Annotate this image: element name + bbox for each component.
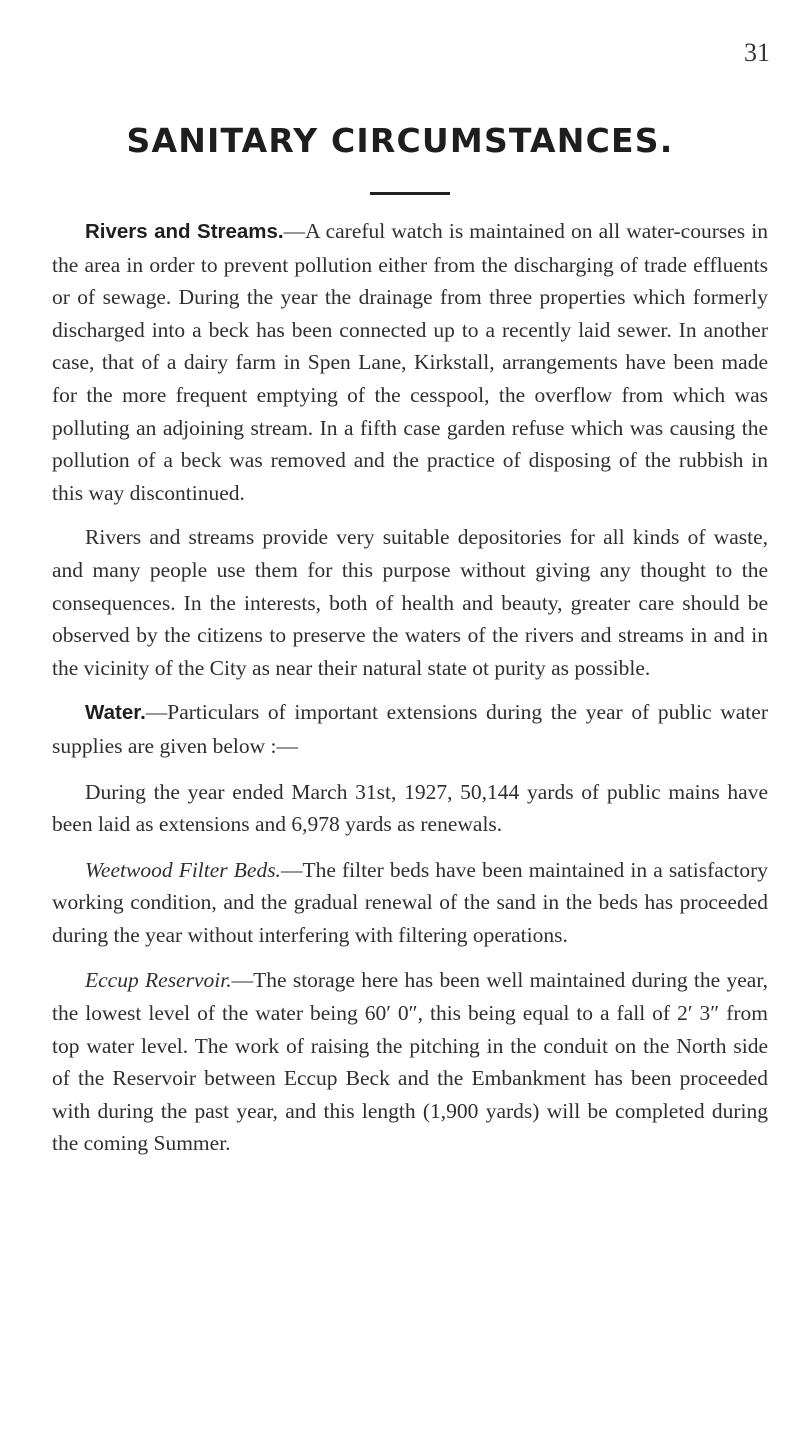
paragraph-rivers-and-streams	[52, 215, 768, 509]
paragraph-text: Rivers and streams provide very suitable depositories for all kinds of waste, and many people use them for this purpose without giving any thought to the consequences. In the interests, both of health and beauty, greater care should be observed by the citizens to preserve the waters of the rivers and streams in and in the vicinity of the City as near their natural state ot purity as possible.	[52, 525, 768, 680]
page-title: SANITARY CIRCUMSTANCES.	[126, 121, 674, 160]
paragraph-water-mains	[52, 776, 768, 841]
paragraph-text: —The filter beds have been maintained in a satisfactory working condition, and the gradual renewal of the sand in the beds has proceeded during the year without interfering with filtering operations.	[52, 857, 768, 947]
title-divider	[370, 192, 450, 195]
paragraph-text: —The storage here has been well maintained during the year, the lowest level of the water being 60′ 0″, this being equal to a fall of 2′ 3″ from top water level. The work of raising the pitching in the conduit on the North side of the Reservoir between Eccup Beck and the Embankment has been proceeded with during the past year, and this length (1,900 yards) will be completed during the coming Summer.	[52, 968, 769, 1156]
paragraph-text: During the year ended March 31st, 1927, 50,144 yards of public mains have been laid as extensions and 6,978 yards as renewals.	[52, 779, 768, 837]
paragraph-rivers-depositories	[52, 521, 768, 684]
paragraph-text: —Particulars of important extensions during the year of public water supplies are given below :—	[52, 700, 768, 758]
paragraph-heading: Weetwood Filter Beds.	[85, 857, 281, 882]
paragraph-heading: Eccup Reservoir.	[85, 968, 232, 993]
paragraph-weetwood-filter-beds	[52, 854, 768, 952]
page-number: 31	[744, 38, 770, 67]
paragraph-eccup-reservoir	[52, 964, 768, 1160]
body-text	[52, 215, 768, 1160]
paragraph-heading: Water.	[85, 701, 146, 725]
paragraph-water	[52, 696, 768, 762]
paragraph-heading: Rivers and Streams.	[85, 220, 284, 243]
paragraph-text: —A careful watch is maintained on all water-courses in the area in order to prevent pollution either from the discharging of trade effluents or of sewage. During the year the drainage from three properties which formerly discharged into a beck has been connected up to a recently laid sewer. In another case, that of a dairy farm in Spen Lane, Kirkstall, arrangements have been made for the more frequent emptying of the cesspool, the overflow from which was polluting an adjoining stream. In a fifth case garden refuse which was causing the pollution of a beck was removed and the practice of disposing of the rubbish in this way discontinued.	[52, 219, 768, 505]
